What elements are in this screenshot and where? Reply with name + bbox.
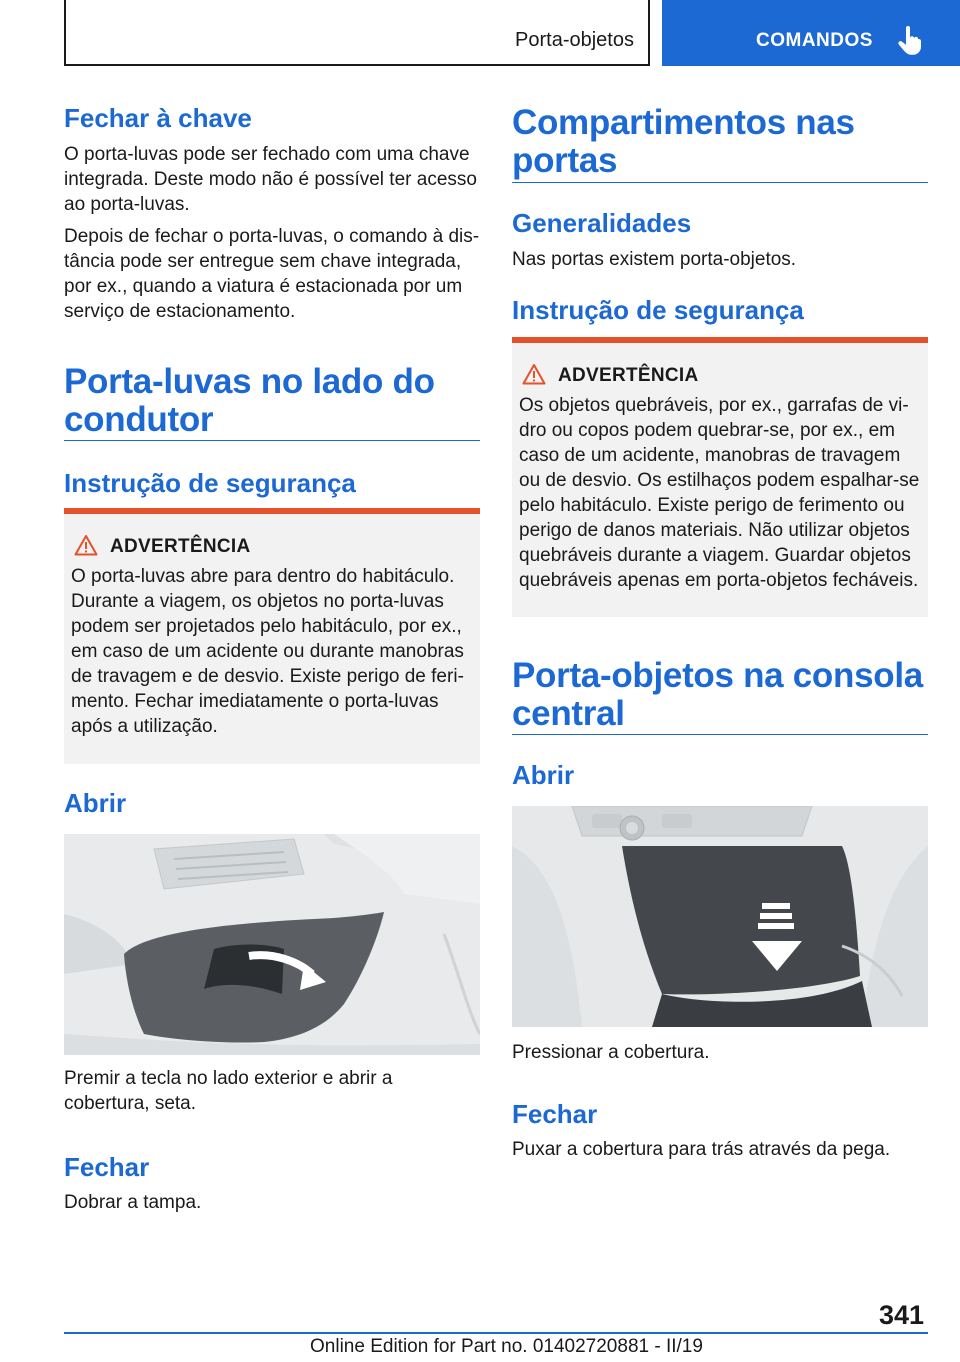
door-compartments-heading-line1: Compartimentos nas: [512, 103, 855, 142]
console-heading-line1: Porta-objetos na consola: [512, 656, 923, 695]
warning-triangle-icon: [522, 363, 546, 385]
heading-rule: [512, 734, 928, 735]
chapter-tab-label: COMANDOS: [756, 30, 873, 51]
section-title: Porta-objetos: [515, 29, 634, 51]
section-header-box: [64, 0, 650, 66]
footer-rule: [64, 1332, 928, 1334]
console-close-text: Puxar a cobertura para trás através da pega.: [512, 1139, 891, 1160]
pointing-hand-icon: [898, 26, 922, 56]
glovebox-heading-line2: condutor: [64, 400, 214, 439]
page-header: [0, 0, 960, 66]
console-open-heading: Abrir: [512, 760, 575, 790]
warning-text: O porta-luvas abre para dentro do habitáculo. Durante a viagem, os objetos no porta-luvas podem ser projetados pelo habitáculo, por ex., em caso de um acidente ou durante manobras de travagem e de desvio. Existe perigo de ferimento. Fechar imediatamente o porta-luvas após a utilização.: [71, 566, 464, 737]
warning-text: Os objetos quebráveis, por ex., garrafas de vidro ou copos podem quebrar-se, por ex., em caso de um acidente, manobras de travagem ou de desvio. Os estilhaços podem espalhar-se pelo habitáculo. Existe perigo de ferimento ou perigo de danos materiais. Não utilizar objetos quebráveis durante a viagem. Guardar objetos quebráveis apenas em porta-objetos fecháveis.: [519, 395, 920, 591]
edition-text: Online Edition for Part no. 01402720881 - II/19: [310, 1336, 703, 1357]
lock-paragraph-1: O porta-luvas pode ser fechado com uma chave integrada. Deste modo não é possível ter acesso ao porta-luvas.: [64, 144, 477, 215]
warning-triangle-icon: [74, 534, 98, 556]
warning-title: ADVERTÊNCIA: [558, 365, 699, 386]
glovebox-drawing: [64, 834, 480, 1055]
glovebox-heading-line1: Porta-luvas no lado do: [64, 362, 435, 401]
console-heading: [512, 657, 923, 733]
safety-heading: Instrução de segurança: [64, 468, 356, 498]
console-close-heading: Fechar: [512, 1099, 598, 1129]
warning-bar: [512, 337, 928, 343]
warning-title: ADVERTÊNCIA: [110, 536, 251, 557]
warning-box: [512, 337, 928, 617]
console-heading-line2: central: [512, 694, 625, 733]
close-heading: Fechar: [64, 1152, 150, 1182]
heading-rule: [512, 182, 928, 183]
console-illustration: [512, 806, 928, 1027]
safety-heading: Instrução de segurança: [512, 295, 804, 325]
warning-bar: [64, 508, 480, 514]
heading-rule: [64, 440, 480, 441]
page-number: 341: [878, 1300, 924, 1330]
lock-heading: Fechar à chave: [64, 103, 252, 133]
glovebox-heading: [64, 363, 435, 439]
glovebox-illustration: [64, 834, 480, 1055]
console-drawing: [512, 806, 928, 1027]
open-heading: Abrir: [64, 788, 127, 818]
console-open-text: Pressionar a cobertura.: [512, 1042, 710, 1063]
lock-paragraph-2: Depois de fechar o porta-luvas, o comando à distância pode ser entregue sem chave integrada, por ex., quando a viatura é estacionada por um serviço de estacionamento.: [64, 226, 480, 322]
door-compartments-heading: [512, 104, 855, 180]
open-text: Premir a tecla no lado exterior e abrir a cobertura, seta.: [64, 1068, 393, 1114]
general-text: Nas portas existem porta-objetos.: [512, 249, 797, 270]
general-heading: Generalidades: [512, 208, 692, 238]
warning-box: [64, 508, 480, 764]
door-compartments-heading-line2: portas: [512, 141, 618, 180]
chapter-tab[interactable]: [662, 0, 960, 66]
close-text: Dobrar a tampa.: [64, 1192, 202, 1213]
